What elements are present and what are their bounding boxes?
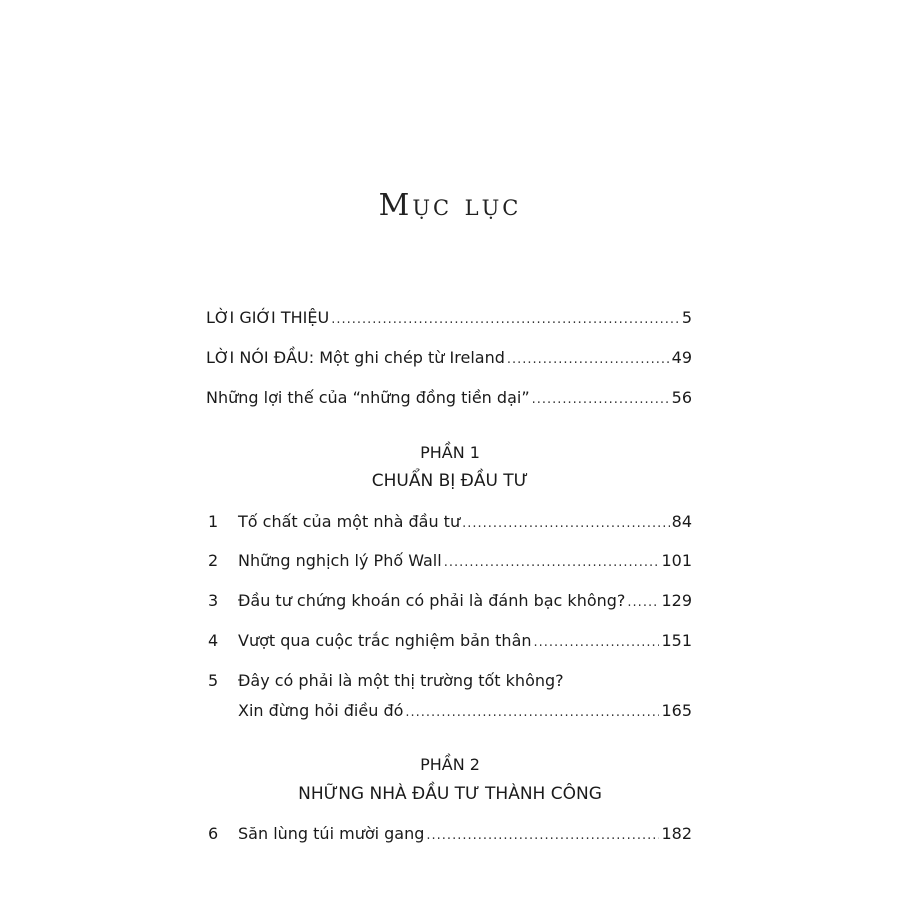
- chapter-page: 84: [671, 512, 692, 531]
- toc-entry: [206, 388, 692, 410]
- chapter-number: 4: [208, 631, 219, 650]
- chapter-label: Vượt qua cuộc trắc nghiệm bản thân: [238, 631, 532, 650]
- chapter-label: Đây có phải là một thị trường tốt không?: [238, 671, 564, 690]
- dot-leader: [532, 390, 670, 410]
- chapter-page: 182: [661, 824, 692, 843]
- chapter-label: Đầu tư chứng khoán có phải là đánh bạc không?: [238, 591, 626, 610]
- dot-leader: [405, 703, 659, 723]
- dot-leader: [426, 826, 659, 846]
- chapter-entry: [208, 551, 692, 573]
- dot-leader: [507, 350, 670, 370]
- chapter-entry-continuation: [238, 701, 692, 723]
- toc-entry-label: LỜI NÓI ĐẦU: Một ghi chép từ Ireland: [206, 348, 505, 367]
- chapter-entry-first-line: [208, 671, 692, 691]
- toc-entry-page: 5: [681, 308, 692, 327]
- chapter-label: Săn lùng túi mười gang: [238, 824, 425, 843]
- toc-entry-page: 56: [671, 388, 692, 407]
- dot-leader: [627, 593, 659, 613]
- chapter-entry: [208, 824, 692, 846]
- part-subtitle: CHUẨN BỊ ĐẦU TƯ: [371, 471, 529, 491]
- chapter-label: Những nghịch lý Phố Wall: [238, 551, 442, 570]
- chapter-entry: [208, 512, 692, 534]
- chapter-entry: [208, 591, 692, 613]
- chapter-page: 165: [661, 701, 692, 720]
- dot-leader: [534, 633, 660, 653]
- toc-entry-label: Những lợi thế của “những đồng tiền dại”: [206, 388, 530, 407]
- page-title: Mục lục: [378, 188, 522, 223]
- chapter-number: 2: [208, 551, 219, 570]
- dot-leader: [331, 310, 680, 330]
- chapter-entry: [208, 631, 692, 653]
- dot-leader: [444, 553, 660, 573]
- part-heading: PHẦN 2: [420, 755, 480, 774]
- chapter-label-continuation: Xin đừng hỏi điều đó: [238, 701, 404, 720]
- part-heading: PHẦN 1: [420, 443, 480, 462]
- toc-entry: [206, 308, 692, 330]
- dot-leader: [462, 514, 670, 534]
- part-subtitle: NHỮNG NHÀ ĐẦU TƯ THÀNH CÔNG: [298, 784, 602, 804]
- chapter-number: 1: [208, 512, 219, 531]
- chapter-number: 5: [208, 671, 219, 690]
- chapter-page: 129: [661, 591, 692, 610]
- toc-entry-page: 49: [671, 348, 692, 367]
- chapter-page: 151: [661, 631, 692, 650]
- chapter-number: 3: [208, 591, 219, 610]
- chapter-label: Tố chất của một nhà đầu tư: [238, 512, 461, 531]
- toc-entry: [206, 348, 692, 370]
- chapter-number: 6: [208, 824, 219, 843]
- chapter-page: 101: [661, 551, 692, 570]
- toc-entry-label: LỜI GIỚI THIỆU: [206, 308, 330, 327]
